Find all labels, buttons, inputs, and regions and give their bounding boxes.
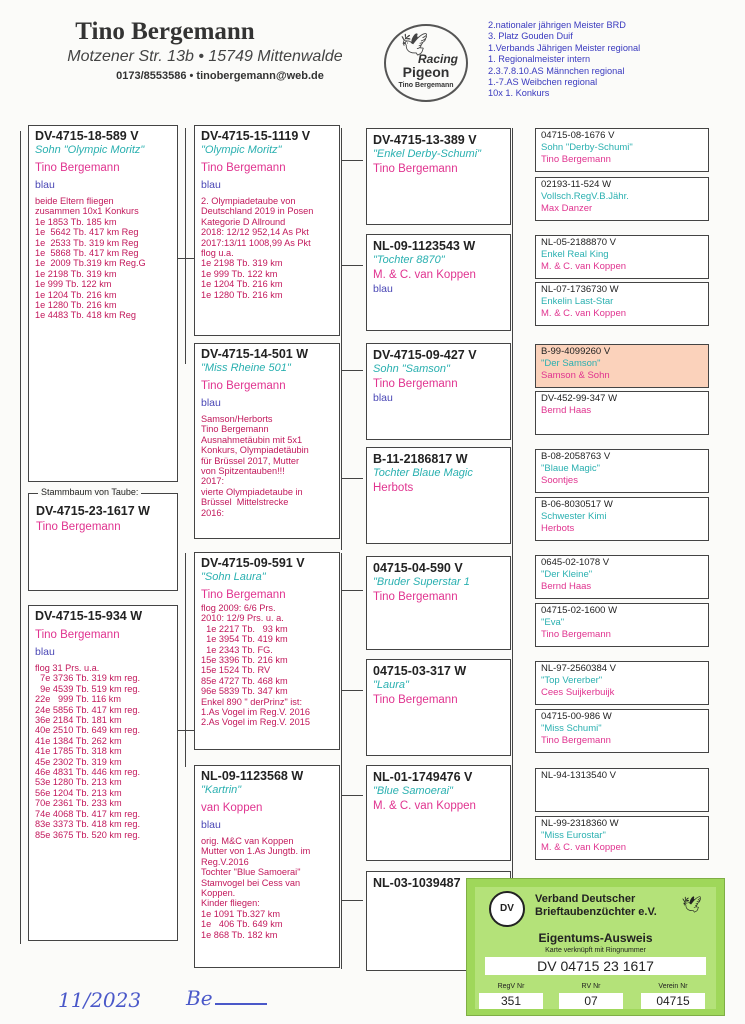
stammbaum-label: Stammbaum von Taube: xyxy=(38,487,141,497)
gen4-owner: Bernd Haas xyxy=(541,581,592,592)
info-line: 1e 1280 Tb. 216 km xyxy=(35,300,117,311)
gen2-nickname: "Kartrin" xyxy=(201,784,242,796)
gen2-card-1 xyxy=(194,125,340,336)
info-line: 1e 5868 Tb. 417 km Reg xyxy=(35,248,139,259)
info-line: von Spitzentauben!!! xyxy=(201,466,285,477)
info-line: 53e 1280 Tb. 213 km xyxy=(35,777,122,788)
sire-card xyxy=(28,125,178,482)
info-line: Stamvogel bei Cess van xyxy=(201,877,301,888)
gen4-nickname: Enkelin Last-Star xyxy=(541,296,614,307)
gen2-card-4 xyxy=(194,765,340,968)
gen4-nickname: "Miss Eurostar" xyxy=(541,830,606,841)
info-line: Kategorie D Allround xyxy=(201,216,286,227)
gen2-owner: Tino Bergemann xyxy=(201,589,286,601)
gen3-owner: M. & C. van Koppen xyxy=(373,800,476,812)
gen4-nickname: "Der Samson" xyxy=(541,358,601,369)
gen3-card-1 xyxy=(366,128,511,225)
gen4-ring: NL-05-2188870 V xyxy=(541,237,616,248)
gen4-card-13 xyxy=(535,768,709,812)
gen2-ring: DV-4715-15-1119 V xyxy=(201,129,311,143)
subject-ring: DV-4715-23-1617 W xyxy=(36,504,150,518)
sire-ring: DV-4715-18-589 V xyxy=(35,129,139,143)
dam-info xyxy=(35,663,171,840)
gen3-nickname: Sohn "Samson" xyxy=(373,363,450,375)
card-ring-number: DV 04715 23 1617 xyxy=(485,957,706,975)
gen4-ring: 04715-00-986 W xyxy=(541,711,612,722)
info-line: 1e 3954 Tb. 419 km xyxy=(201,634,288,645)
card-title-line1: Verband Deutscher xyxy=(535,893,636,905)
info-line: 41e 1785 Tb. 318 km xyxy=(35,746,122,757)
info-line: Brüssel Mittelstrecke xyxy=(201,497,289,508)
gen2-color: blau xyxy=(201,397,221,409)
gen3-card-7 xyxy=(366,765,511,861)
gen3-ring: DV-4715-13-389 V xyxy=(373,133,477,147)
gen3-ring: DV-4715-09-427 V xyxy=(373,348,477,362)
info-line: vierte Olympiadetaube in xyxy=(201,486,303,497)
gen2-owner: van Koppen xyxy=(201,802,263,814)
gen3-card-2 xyxy=(366,234,511,331)
info-line: 2017: xyxy=(201,476,224,487)
info-line: 1e 2217 Tb. 93 km xyxy=(201,623,288,634)
card-title-line2: Brieftaubenzüchter e.V. xyxy=(535,906,657,918)
achievements-list xyxy=(488,20,640,100)
gen4-owner: M. & C. van Koppen xyxy=(541,308,627,319)
connector-line xyxy=(341,160,363,161)
gen4-card-2 xyxy=(535,177,709,221)
connector-line xyxy=(20,131,21,944)
gen4-owner: Herbots xyxy=(541,523,575,534)
achievement-line: 2.nationaler jährigen Meister BRD xyxy=(488,20,626,30)
gen4-owner: Cees Suijkerbuijk xyxy=(541,687,615,698)
connector-line xyxy=(341,590,363,591)
info-line: 1e 2198 Tb. 319 km xyxy=(35,268,117,279)
dam-card xyxy=(28,605,178,941)
gen4-card-1 xyxy=(535,128,709,172)
gen3-card-4 xyxy=(366,447,511,544)
sire-owner: Tino Bergemann xyxy=(35,162,120,174)
sire-info xyxy=(35,196,171,321)
info-line: 1e 1853 Tb. 185 km xyxy=(35,216,117,227)
gen4-ring: NL-97-2560384 V xyxy=(541,663,616,674)
gen4-card-11 xyxy=(535,661,709,705)
info-line: 1e 2533 Tb. 319 km Reg xyxy=(35,237,139,248)
info-line: flog 31 Prs. u.a. xyxy=(35,663,100,673)
connector-line xyxy=(185,553,186,767)
subject-owner: Tino Bergemann xyxy=(36,521,121,533)
info-line: 1e 2198 Tb. 319 km xyxy=(201,258,283,269)
info-line: 46e 4831 Tb. 446 km reg. xyxy=(35,767,141,778)
signature-stroke xyxy=(215,1003,267,1005)
gen4-owner: Bernd Haas xyxy=(541,405,592,416)
gen4-card-5 xyxy=(535,344,709,388)
gen4-nickname: Schwester Kimi xyxy=(541,511,607,522)
card-val-rv: 07 xyxy=(559,993,623,1009)
connector-line xyxy=(341,900,363,901)
gen3-ring: B-11-2186817 W xyxy=(373,452,468,466)
gen4-owner: Tino Bergemann xyxy=(541,735,611,746)
info-line: 41e 1384 Tb. 262 km xyxy=(35,735,122,746)
gen2-ring: DV-4715-09-591 V xyxy=(201,556,305,570)
info-line: Enkel 890 " derPrinz" ist: xyxy=(201,696,302,707)
card-val-verein: 04715 xyxy=(641,993,705,1009)
info-line: beide Eltern fliegen xyxy=(35,196,114,206)
card-title xyxy=(535,893,657,919)
info-line: Mutter von 1.As Jungtb. im xyxy=(201,846,311,857)
info-line: 1.As Vogel im Reg.V. 2016 xyxy=(201,707,310,718)
achievement-line: 1. Regionalmeister intern xyxy=(488,54,591,65)
info-line: 1e 999 Tb. 122 km xyxy=(35,279,112,290)
gen2-card-3 xyxy=(194,552,340,750)
info-line: Tochter "Blue Samoerai" xyxy=(201,867,301,878)
gen4-card-8 xyxy=(535,497,709,541)
card-inner xyxy=(475,887,716,1009)
gen4-owner: M. & C. van Koppen xyxy=(541,261,627,272)
achievement-line: 2.3.7.8.10.AS Männchen regional xyxy=(488,65,625,76)
gen4-ring: B-99-4099260 V xyxy=(541,346,611,357)
info-line: 1e 999 Tb. 122 km xyxy=(201,268,278,279)
gen4-owner: Samson & Sohn xyxy=(541,370,610,381)
gen3-nickname: Tochter Blaue Magic xyxy=(373,467,473,479)
logo-mid-text: Pigeon xyxy=(402,64,450,80)
gen3-ring: 04715-04-590 V xyxy=(373,561,463,575)
gen2-owner: Tino Bergemann xyxy=(201,162,286,174)
gen3-ring: NL-09-1123543 W xyxy=(373,239,476,253)
info-line: Ausnahmetäubin mit 5x1 xyxy=(201,434,303,445)
logo-top-text: Racing xyxy=(417,52,458,66)
info-line: 2018: 12/12 952,14 As Pkt xyxy=(201,227,309,238)
gen4-ring: B-08-2058763 V xyxy=(541,451,611,462)
gen3-color: blau xyxy=(373,283,393,295)
info-line: Samson/Herborts xyxy=(201,414,273,424)
pigeon-icon: 🕊 xyxy=(681,897,702,914)
info-line: 2010: 12/9 Prs. u. a. xyxy=(201,613,284,624)
info-line: 22e 999 Tb. 116 km xyxy=(35,694,121,705)
gen4-nickname: "Top Vererber" xyxy=(541,675,603,686)
info-line: Tino Bergemann xyxy=(201,424,269,435)
info-line: 1e 1280 Tb. 216 km xyxy=(201,289,283,300)
connector-line xyxy=(341,690,363,691)
info-line: Reg.V.2016 xyxy=(201,856,249,867)
gen2-ring: DV-4715-14-501 W xyxy=(201,347,309,361)
gen3-color: blau xyxy=(373,392,393,404)
gen4-ring: 0645-02-1078 V xyxy=(541,557,610,568)
info-line: 1e 5642 Tb. 417 km Reg xyxy=(35,227,139,238)
gen4-card-9 xyxy=(535,555,709,599)
breeder-contact: 0173/8553586 • tinobergemann@web.de xyxy=(116,70,324,82)
connector-line xyxy=(341,265,363,266)
gen3-owner: Tino Bergemann xyxy=(373,694,458,706)
gen3-nickname: "Laura" xyxy=(373,679,409,691)
dam-color: blau xyxy=(35,646,55,658)
gen3-card-6 xyxy=(366,659,511,756)
gen3-ring: NL-03-1039487 xyxy=(373,876,461,890)
gen3-card-5 xyxy=(366,556,511,650)
info-line: Koppen. xyxy=(201,888,236,899)
card-subheading: Karte verknüpft mit Ringnummer xyxy=(545,947,646,954)
logo-bottom-text: Tino Bergemann xyxy=(398,82,454,89)
handwritten-date: 11/2023 xyxy=(58,988,142,1012)
info-line: 40e 2510 Tb. 649 km reg. xyxy=(35,725,141,736)
gen4-nickname: Enkel Real King xyxy=(541,249,609,260)
handwritten-initials: Be xyxy=(186,986,213,1010)
gen4-card-10 xyxy=(535,603,709,647)
info-line: Konkurs, Olympiadetäubin xyxy=(201,445,309,456)
gen2-owner: Tino Bergemann xyxy=(201,380,286,392)
gen4-nickname: "Eva" xyxy=(541,617,565,628)
info-line: 70e 2361 Tb. 233 km xyxy=(35,798,122,809)
gen3-owner: Tino Bergemann xyxy=(373,591,458,603)
connector-line xyxy=(341,553,342,969)
info-line: 83e 3373 Tb. 418 km reg. xyxy=(35,819,141,830)
breeder-name: Tino Bergemann xyxy=(75,18,255,45)
gen4-ring: B-06-8030517 W xyxy=(541,499,613,510)
info-line: 1e 1204 Tb. 216 km xyxy=(201,279,283,290)
connector-line xyxy=(512,128,513,974)
card-col-regv: RegV Nr xyxy=(497,983,525,990)
connector-line xyxy=(341,795,363,796)
gen4-nickname: "Blaue Magic" xyxy=(541,463,601,474)
info-line: 45e 2302 Tb. 319 km xyxy=(35,756,122,767)
info-line: 85e 4727 Tb. 468 km xyxy=(201,675,288,686)
info-line: 7e 3736 Tb. 319 km reg. xyxy=(35,673,141,684)
gen2-color: blau xyxy=(201,819,221,831)
info-line: 56e 1204 Tb. 213 km xyxy=(35,787,122,798)
gen4-nickname: Sohn "Derby-Schumi" xyxy=(541,142,633,153)
info-line: flog u.a. xyxy=(201,248,234,259)
gen3-ring: NL-01-1749476 V xyxy=(373,770,473,784)
info-line: 1e 2009 Tb.319 km Reg.G xyxy=(35,258,146,269)
info-line: Deutschland 2019 in Posen xyxy=(201,206,314,217)
gen4-nickname: "Miss Schumi" xyxy=(541,723,602,734)
gen4-ring: NL-99-2318360 W xyxy=(541,818,619,829)
info-line: 85e 3675 Tb. 520 km reg. xyxy=(35,829,141,840)
info-line: 1e 868 Tb. 182 km xyxy=(201,929,278,940)
subject-card xyxy=(28,493,178,591)
connector-line xyxy=(185,128,186,364)
sire-nickname: Sohn "Olympic Moritz" xyxy=(35,144,145,156)
info-line: 2.As Vogel im Reg.V. 2015 xyxy=(201,717,310,728)
connector-line xyxy=(341,478,363,479)
gen2-color: blau xyxy=(201,179,221,191)
gen4-card-12 xyxy=(535,709,709,753)
gen2-nickname: "Sohn Laura" xyxy=(201,571,266,583)
ownership-card xyxy=(466,878,725,1016)
gen4-card-4 xyxy=(535,282,709,326)
pigeon-icon: 🕊 xyxy=(400,32,428,57)
gen4-nickname: Vollsch.RegV.B.Jähr. xyxy=(541,191,629,202)
gen3-nickname: "Bruder Superstar 1 xyxy=(373,576,470,588)
achievement-line: 1.-7.AS Weibchen regional xyxy=(488,77,598,88)
gen4-card-6 xyxy=(535,391,709,435)
gen4-owner: Tino Bergemann xyxy=(541,629,611,640)
gen4-owner: Tino Bergemann xyxy=(541,154,611,165)
gen4-ring: 04715-02-1600 W xyxy=(541,605,618,616)
achievement-line: 1.Verbands Jährigen Meister regional xyxy=(488,42,641,53)
info-line: 24e 5856 Tb. 417 km reg. xyxy=(35,704,141,715)
gen3-nickname: "Blue Samoerai" xyxy=(373,785,453,797)
gen3-card-3 xyxy=(366,343,511,440)
breeder-address: Motzener Str. 13b • 15749 Mittenwalde xyxy=(67,48,343,65)
info-line: 1e 4483 Tb. 418 km Reg xyxy=(35,310,136,321)
info-line: 15e 3396 Tb. 216 km xyxy=(201,655,288,666)
gen2-ring: NL-09-1123568 W xyxy=(201,769,304,783)
info-line: 36e 2184 Tb. 181 km xyxy=(35,715,122,726)
info-line: für Brüssel 2017, Mutter xyxy=(201,455,300,466)
gen3-owner: Tino Bergemann xyxy=(373,378,458,390)
gen4-owner: Soontjes xyxy=(541,475,578,486)
gen4-ring: NL-07-1736730 W xyxy=(541,284,619,295)
connector-line xyxy=(341,370,363,371)
info-line: 1e 1204 Tb. 216 km xyxy=(35,289,117,300)
gen4-nickname: "Der Kleine" xyxy=(541,569,593,580)
info-line: 2. Olympiadetaube von xyxy=(201,196,296,206)
gen4-card-7 xyxy=(535,449,709,493)
dv-emblem-icon: DV xyxy=(489,891,525,927)
gen3-nickname: "Tochter 8870" xyxy=(373,254,445,266)
info-line: flog 2009: 6/6 Prs. xyxy=(201,603,276,613)
info-line: 2017:13/11 1008,99 As Pkt xyxy=(201,237,311,248)
info-line: 1e 406 Tb. 649 km xyxy=(201,919,283,930)
info-line: 2016: xyxy=(201,507,224,518)
gen2-info xyxy=(201,196,333,300)
connector-line xyxy=(341,128,342,550)
gen2-nickname: "Olympic Moritz" xyxy=(201,144,282,156)
gen4-ring: 04715-08-1676 V xyxy=(541,130,615,141)
info-line: Kinder fliegen: xyxy=(201,898,260,909)
gen3-owner: M. & C. van Koppen xyxy=(373,269,476,281)
gen2-info xyxy=(201,603,333,728)
gen2-info xyxy=(201,414,333,518)
gen3-nickname: "Enkel Derby-Schumi" xyxy=(373,148,482,160)
gen4-ring: 02193-11-524 W xyxy=(541,179,612,190)
dam-owner: Tino Bergemann xyxy=(35,629,120,641)
gen4-card-14 xyxy=(535,816,709,860)
info-line: zusammen 10x1 Konkurs xyxy=(35,206,139,217)
gen4-owner: Max Danzer xyxy=(541,203,593,214)
sire-color: blau xyxy=(35,179,55,191)
info-line: 1e 1091 Tb.327 km xyxy=(201,908,280,919)
gen4-card-3 xyxy=(535,235,709,279)
gen2-card-2 xyxy=(194,343,340,539)
achievement-line: 10x 1. Konkurs xyxy=(488,88,550,99)
info-line: 74e 4068 Tb. 417 km reg. xyxy=(35,808,141,819)
card-heading: Eigentums-Ausweis xyxy=(538,931,653,945)
achievement-line: 3. Platz Gouden Duif xyxy=(488,31,573,42)
gen3-owner: Tino Bergemann xyxy=(373,163,458,175)
gen2-nickname: "Miss Rheine 501" xyxy=(201,362,291,374)
info-line: 1e 2343 Tb. FG. xyxy=(201,644,273,655)
gen3-ring: 04715-03-317 W xyxy=(373,664,467,678)
card-col-verein: Verein Nr xyxy=(658,983,688,990)
gen3-owner: Herbots xyxy=(373,482,414,494)
gen4-ring: DV-452-99-347 W xyxy=(541,393,618,404)
info-line: 15e 1524 Tb. RV xyxy=(201,665,271,676)
card-val-regv: 351 xyxy=(479,993,543,1009)
dam-ring: DV-4715-15-934 W xyxy=(35,609,143,623)
info-line: 96e 5839 Tb. 347 km xyxy=(201,686,288,697)
gen4-owner: M. & C. van Koppen xyxy=(541,842,627,853)
card-col-rv: RV Nr xyxy=(581,983,601,990)
racing-pigeon-logo xyxy=(384,24,468,102)
info-line: 9e 4539 Tb. 519 km reg. xyxy=(35,683,141,694)
gen4-ring: NL-94-1313540 V xyxy=(541,770,616,781)
info-line: orig. M&C van Koppen xyxy=(201,836,294,846)
gen2-info xyxy=(201,836,333,940)
